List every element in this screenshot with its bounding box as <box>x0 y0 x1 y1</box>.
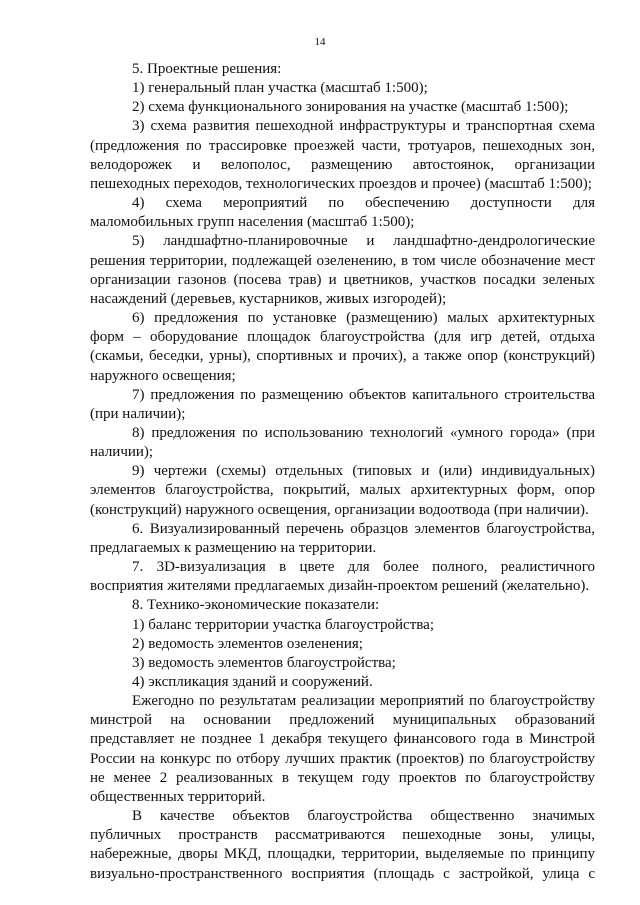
paragraph-annual-contest: Ежегодно по результатам реализации мероприятий по благоустройству минстрой на основании предложений муниципальных образований представляет не позднее 1 декабря текущего финансового года в Минстрой России на конкурс по отбору лучших практик (проектов) по благоустройству не менее 2 реализованных в текущем году проектов по благоустройству общественных территорий. <box>90 693 595 805</box>
document-body <box>90 60 595 884</box>
paragraph-item-9-drawings: 9) чертежи (схемы) отдельных (типовых и (или) индивидуальных) элементов благоустройства, покрытий, малых архитектурных форм, опор (конструкций) наружного освещения, организации водоотвода (при наличии). <box>90 463 595 518</box>
paragraph-item-3-pedestrian-scheme: 3) схема развития пешеходной инфраструктуры и транспортная схема (предложения по трассировке проезжей части, тротуаров, пешеходных зон, велодорожек и велополос, размещению автостоянок, организации пешеходных переходов, технологических проездов и прочее) (масштаб 1:500); <box>90 118 595 192</box>
paragraph-indicator-1-balance: 1) баланс территории участка благоустройства; <box>132 616 434 633</box>
paragraph-section-5-heading: 5. Проектные решения: <box>132 61 282 77</box>
paragraph-item-7-capital-construction: 7) предложения по размещению объектов капитального строительства (при наличии); <box>90 386 595 422</box>
paragraph-section-7-3d-visualization: 7. 3D-визуализация в цвете для более полного, реалистичного восприятия жителями предлагаемых дизайн-проектом решений (желательно). <box>90 559 595 595</box>
paragraph-public-spaces: В качестве объектов благоустройства общественно значимых публичных пространств рассматриваются пешеходные зоны, улицы, набережные, дворы МКД, площадки, территории, выделяемые по принципу визуально-пространственного восприятия (площадь с застройкой, улица с <box>90 808 595 882</box>
paragraph-section-6-visual-list: 6. Визуализированный перечень образцов элементов благоустройства, предлагаемых к размещению на территории. <box>90 520 595 556</box>
paragraph-indicator-3-elements: 3) ведомость элементов благоустройства; <box>132 654 396 671</box>
page-number: 14 <box>314 36 326 48</box>
paragraph-indicator-4-explication: 4) экспликация зданий и сооружений. <box>132 674 373 690</box>
paragraph-item-6-small-forms: 6) предложения по установке (размещению) малых архитектурных форм – оборудование площадок благоустройства (для игр детей, отдыха (скамьи, беседки, урны), спортивных и прочих), а также опор (конструкций) наружного освещения; <box>90 310 595 384</box>
paragraph-item-4-accessibility: 4) схема мероприятий по обеспечению доступности для маломобильных групп населения (масштаб 1:500); <box>90 195 595 231</box>
paragraph-item-5-landscape: 5) ландшафтно-планировочные и ландшафтно-дендрологические решения территории, подлежащей озеленению, в том числе обозначение мест организации газонов (посева трав) и цветников, участков посадки зеленых насаждений (деревьев, кустарников, живых изгородей); <box>90 233 595 307</box>
paragraph-indicator-2-greenery: 2) ведомость элементов озеленения; <box>132 635 363 652</box>
paragraph-section-8-indicators: 8. Технико-экономические показатели: <box>132 597 380 614</box>
paragraph-item-2-zoning-scheme: 2) схема функционального зонирования на участке (масштаб 1:500); <box>132 99 569 116</box>
paragraph-item-8-smart-city: 8) предложения по использованию технологий «умного города» (при наличии); <box>90 424 595 461</box>
paragraph-item-1-general-plan: 1) генеральный план участка (масштаб 1:500); <box>132 80 428 97</box>
